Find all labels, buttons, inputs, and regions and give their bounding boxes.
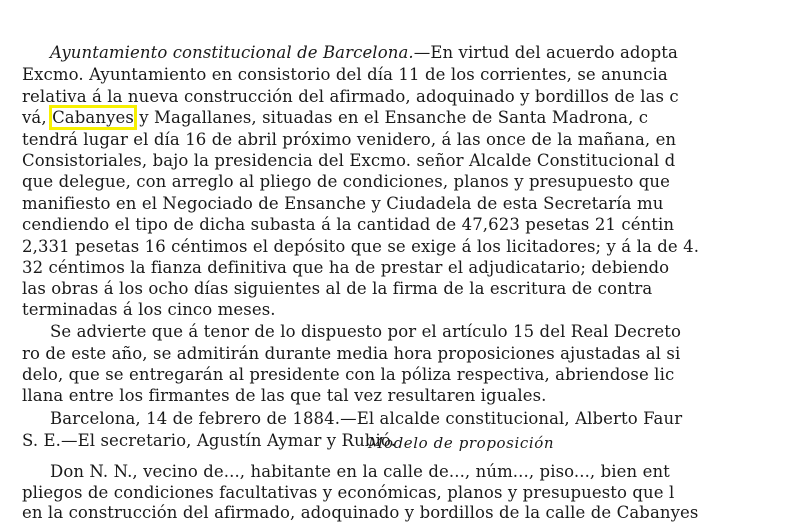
text-line-9: cendiendo el tipo de dicha subasta á la cantidad de 47,623 pesetas 21 céntin [22,215,675,234]
highlighted-word: Cabanyes [52,108,134,127]
text-line-20: en la construcción del afirmado, adoquinado y bordillos de la calle de Cabanyes [22,503,699,522]
text-line-7: que delegue, con arreglo al pliego de condiciones, planos y presupuesto que [22,172,670,191]
text-line-2: Excmo. Ayuntamiento en consistorio del día 11 de los corrientes, se anuncia [22,65,668,84]
text-line-5: tendrá lugar el día 16 de abril próximo venidero, á las once de la mañana, en [22,130,677,149]
signature-line-2: S. E.—El secretario, Agustín Aymar y Rubió. [22,431,396,450]
text-line-12: las obras á los ocho días siguientes al de la firma de la escritura de contra [22,279,653,298]
text-line-15: ro de este año, se admitirán durante media hora proposiciones ajustadas al si [22,344,681,363]
text-line-18: Don N. N., vecino de..., habitante en la calle de..., núm..., piso..., bien ent [50,462,670,481]
text-line-10: 2,331 pesetas 16 céntimos el depósito que se exige á los licitadores; y á la de 4. [22,237,700,256]
text-line-6: Consistoriales, bajo la presidencia del Excmo. señor Alcalde Constitucional d [22,151,676,170]
text-line-19: pliegos de condiciones facultativas y económicas, planos y presupuesto que l [22,483,675,502]
text-line-8: manifiesto en el Negociado de Ensanche y Ciudadela de esta Secretaría mu [22,194,664,213]
text-line-3: relativa á la nueva construcción del afirmado, adoquinado y bordillos de las c [22,87,679,106]
text-line-14: Se advierte que á tenor de lo dispuesto por el artículo 15 del Real Decreto [50,322,681,341]
section-heading: Modelo de proposición [368,434,555,452]
text-line-16: delo, que se entregarán al presidente con la póliza respectiva, abriendose lic [22,365,675,384]
signature-line-1: Barcelona, 14 de febrero de 1884.—El alcalde constitucional, Alberto Faur [50,409,683,428]
text-line-1: Ayuntamiento constitucional de Barcelona.—En virtud del acuerdo adopta [50,43,678,62]
text-line-17: llana entre los firmantes de las que tal vez resultaren iguales. [22,386,547,405]
text-line-4: vá, Cabanyes y Magallanes, situadas en el Ensanche de Santa Madrona, c [22,108,649,127]
lead-title: Ayuntamiento constitucional de Barcelona. [50,43,414,62]
text-line-13: terminadas á los cinco meses. [22,300,276,319]
text-line-11: 32 céntimos la fianza definitiva que ha de prestar el adjudicatario; debiendo [22,258,670,277]
